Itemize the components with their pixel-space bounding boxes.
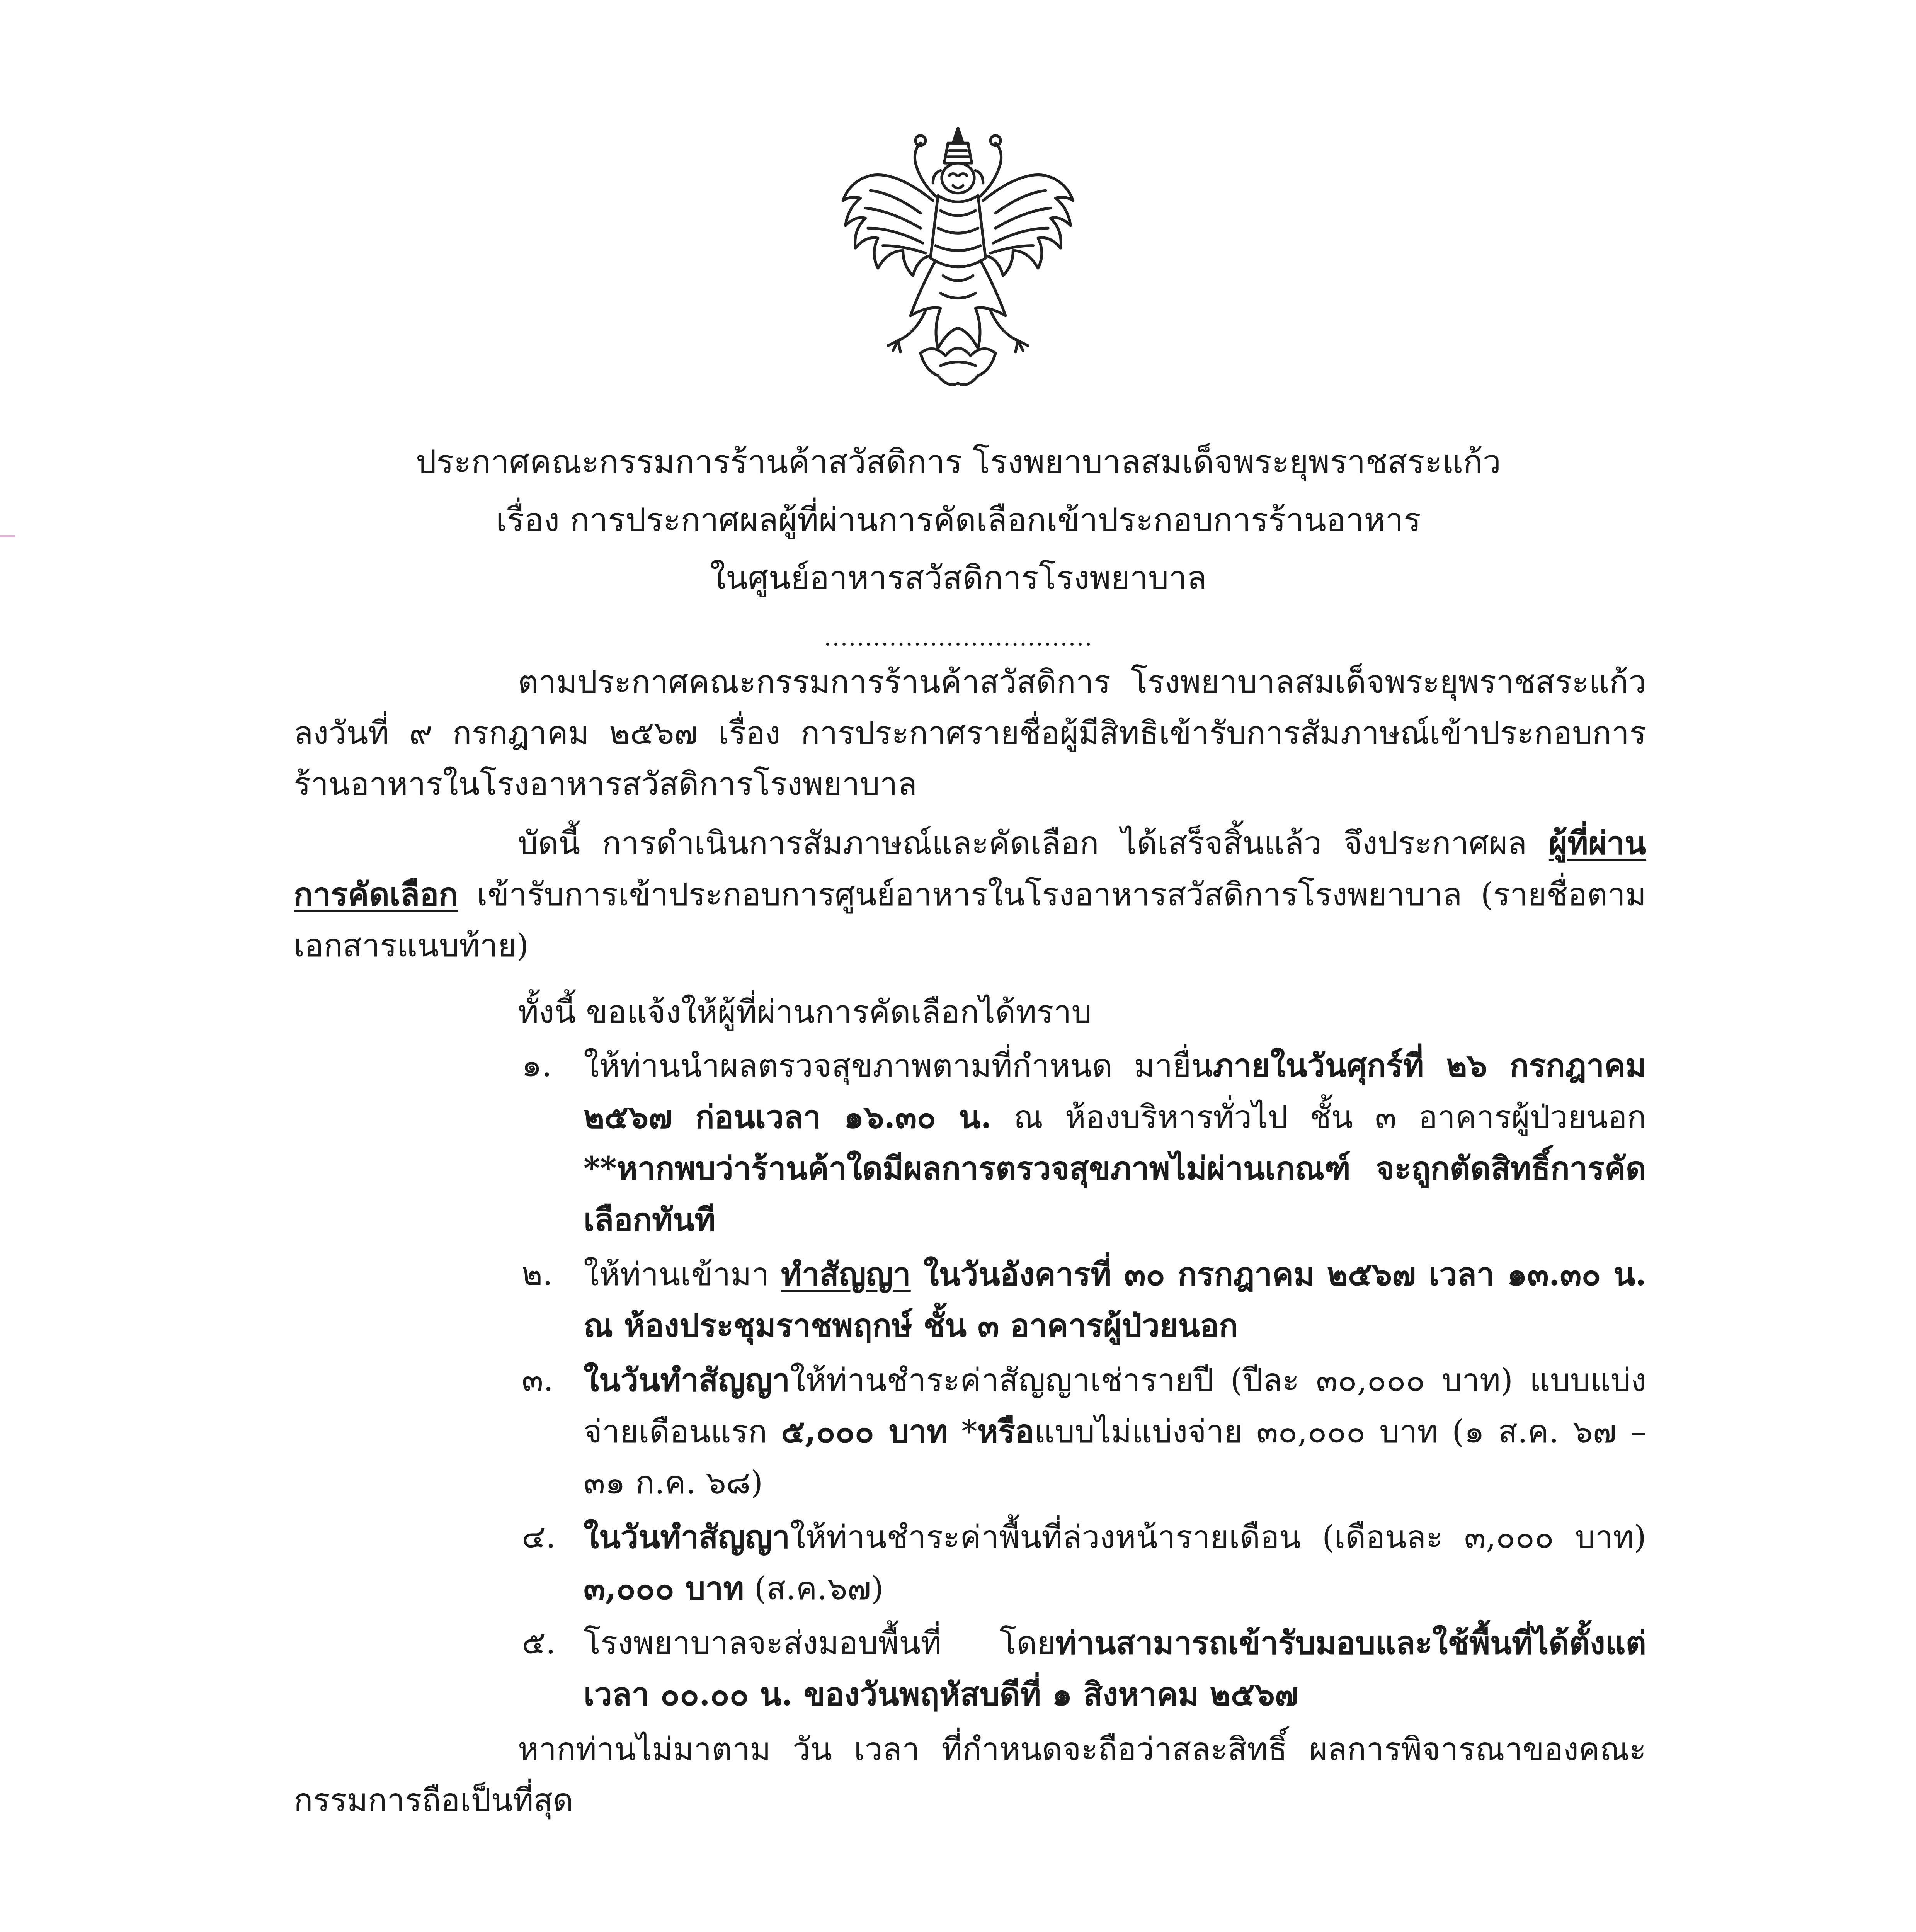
instruction-number: ๕. — [522, 1624, 556, 1661]
instruction-number: ๔. — [522, 1519, 556, 1555]
instruction-item — [294, 1617, 1646, 1720]
instruction-text-segment: **หากพบว่าร้านค้าใดมีผลการตรวจสุขภาพไม่ผ่านเกณฑ์ จะถูกตัดสิทธิ์การคัดเลือกทันที — [584, 1150, 1646, 1238]
instruction-text-segment: ทำสัญญา — [781, 1256, 911, 1293]
instruction-number: ๒. — [522, 1256, 553, 1293]
instruction-text — [584, 1512, 1646, 1614]
instruction-text — [584, 1355, 1646, 1509]
instruction-text-segment: ณ ห้องบริหารทั่วไป ชั้น ๓ อาคารผู้ป่วยนอก — [992, 1099, 1646, 1136]
header-separator: ................................. — [824, 624, 1093, 651]
instruction-text — [584, 1040, 1646, 1246]
instruction-text-segment: ในวันทำสัญญา — [584, 1519, 790, 1556]
instruction-text-segment: ท่านสามารถเข้ารับมอบและใช้พื้นที่ได้ตั้งแต่เวลา ๐๐.๐๐ น. ของวันพฤหัสบดีที่ ๑ สิงหาคม ๒๕๖๗ — [584, 1624, 1646, 1713]
body-paragraph-result — [294, 818, 1646, 971]
instruction-text-segment: ให้ท่านเข้ามา — [584, 1256, 781, 1293]
announcement-header — [247, 433, 1669, 653]
instruction-text-segment: ให้ท่านชำระค่าสัญญาเช่ารายปี (ปีละ ๓๐,๐๐๐ บาท) แบบแบ่งจ่ายเดือนแรก — [584, 1362, 1646, 1450]
instruction-text-segment: ในวันทำสัญญา — [584, 1362, 790, 1399]
instruction-text-segment: หรือ — [977, 1413, 1035, 1450]
instruction-text-segment: แบบไม่แบ่งจ่าย ๓๐,๐๐๐ บาท (๑ ส.ค. ๖๗ – ๓๑ ก.ค. ๖๘) — [584, 1413, 1647, 1501]
instruction-text-segment: ให้ท่านชำระค่าพื้นที่ล่วงหน้ารายเดือน (เดือนละ ๓,๐๐๐ บาท) — [790, 1519, 1646, 1556]
instruction-item — [294, 1040, 1646, 1246]
instruction-text — [584, 1249, 1646, 1352]
result-emphasis: ผู้ที่ผ่านการคัดเลือก — [294, 825, 1646, 913]
instruction-text-segment: โรงพยาบาลจะส่งมอบพื้นที่ โดย — [584, 1625, 1056, 1662]
instruction-item — [294, 1355, 1646, 1509]
instruction-text-segment: (ส.ค.๖๗) — [744, 1570, 884, 1607]
instruction-text-segment: ให้ท่านนำผลตรวจสุขภาพตามที่กำหนด มายื่น — [584, 1048, 1213, 1084]
body-subheading: ทั้งนี้ ขอแจ้งให้ผู้ที่ผ่านการคัดเลือกได้ทราบ — [518, 994, 1092, 1031]
result-text-pre: บัดนี้ การดำเนินการสัมภาษณ์และคัดเลือก ได้เสร็จสิ้นแล้ว จึงประกาศผล — [518, 825, 1549, 862]
body-closing: หากท่านไม่มาตาม วัน เวลา ที่กำหนดจะถือว่าสละสิทธิ์ ผลการพิจารณาของคณะกรรมการถือเป็นที่สุด — [294, 1731, 1646, 1819]
instruction-text-segment: * — [948, 1413, 977, 1450]
margin-mark — [0, 535, 15, 537]
instruction-text-segment: ๓,๐๐๐ บาท — [584, 1570, 744, 1607]
result-text-post: เข้ารับการเข้าประกอบการศูนย์อาหารในโรงอาหารสวัสดิการโรงพยาบาล (รายชื่อตามเอกสารแนบท้าย) — [294, 876, 1646, 964]
instruction-text-segment: ๕,๐๐๐ บาท — [781, 1413, 948, 1450]
header-title: ประกาศคณะกรรมการร้านค้าสวัสดิการ โรงพยาบาลสมเด็จพระยุพราชสระแก้ว — [415, 443, 1501, 481]
garuda-emblem-icon — [832, 121, 1084, 396]
announcement-body — [294, 657, 1646, 1834]
instruction-item — [294, 1512, 1646, 1614]
instruction-text-segment: ภายในวันศุกร์ที่ ๒๖ กรกฎาคม ๒๕๖๗ ก่อนเวลา ๑๖.๓๐ น. — [584, 1047, 1646, 1136]
instruction-number: ๑. — [522, 1047, 552, 1084]
instruction-text — [584, 1617, 1646, 1720]
body-paragraph-reference: ตามประกาศคณะกรรมการร้านค้าสวัสดิการ โรงพยาบาลสมเด็จพระยุพราชสระแก้ว ลงวันที่ ๙ กรกฎาคม ๒๕๖๗ เรื่อง การประกาศรายชื่อผู้มีสิทธิเข้ารับการสัมภาษณ์เข้าประกอบการร้านอาหารในโรงอาหารสวัสดิการโรงพยาบาล — [294, 664, 1646, 803]
instruction-number: ๓. — [522, 1362, 554, 1398]
header-subject-location: ในศูนย์อาหารสวัสดิการโรงพยาบาล — [710, 559, 1207, 597]
instruction-text-segment: ในวันอังคารที่ ๓๐ กรกฎาคม ๒๕๖๗ เวลา ๑๓.๓๐ น. ณ ห้องประชุมราชพฤกษ์ ชั้น ๓ อาคารผู้ป่วยนอก — [584, 1256, 1646, 1344]
instruction-item — [294, 1249, 1646, 1352]
instruction-list — [294, 1040, 1646, 1720]
header-subject: เรื่อง การประกาศผลผู้ที่ผ่านการคัดเลือกเข้าประกอบการร้านอาหาร — [495, 501, 1421, 539]
